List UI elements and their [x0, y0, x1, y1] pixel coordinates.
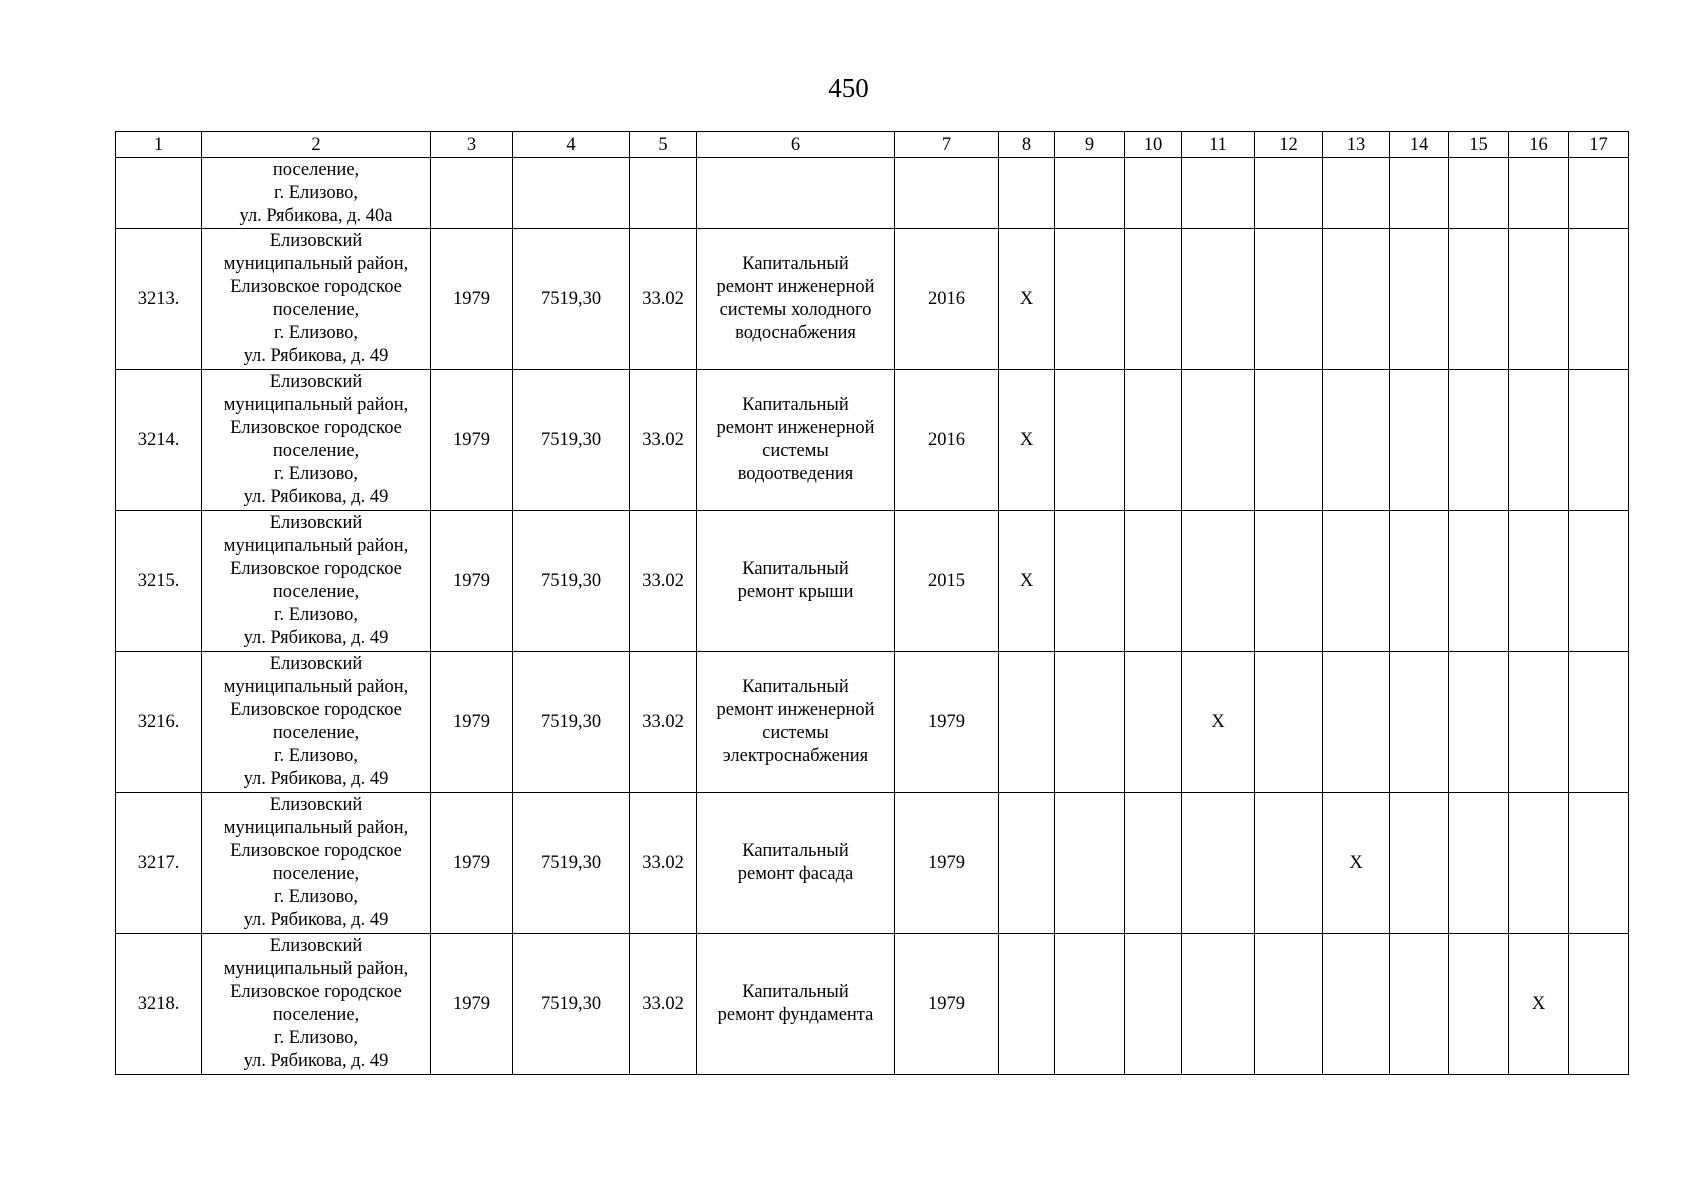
mark-cell — [1509, 229, 1569, 370]
mark-cell — [1569, 793, 1629, 934]
empty-cell — [1323, 158, 1390, 229]
mark-cell — [1125, 229, 1182, 370]
address-line: поселение, — [272, 159, 360, 180]
mark-cell — [1390, 229, 1449, 370]
mark-cell — [1182, 793, 1255, 934]
column-number-cell: 7 — [895, 132, 999, 158]
mark-cell — [1323, 229, 1390, 370]
work-type-line: Капитальный — [742, 982, 849, 1002]
area-cell: 7519,30 — [513, 229, 630, 370]
mark-cell — [1055, 511, 1125, 652]
work-type-cell — [697, 370, 895, 511]
mark-cell — [1569, 652, 1629, 793]
column-number-cell: 16 — [1509, 132, 1569, 158]
mark-cell — [1055, 652, 1125, 793]
mark-cell — [999, 793, 1055, 934]
code-cell: 33.02 — [630, 934, 697, 1075]
address-cell — [202, 934, 431, 1075]
address-cell — [202, 793, 431, 934]
year-built-cell: 1979 — [431, 370, 513, 511]
code-cell: 33.02 — [630, 652, 697, 793]
address-line: Елизовский — [269, 231, 363, 251]
year-built-cell: 1979 — [431, 793, 513, 934]
address-line: Елизовский — [269, 936, 363, 956]
mark-cell — [1125, 370, 1182, 511]
mark-cell — [1182, 229, 1255, 370]
address-cell — [202, 158, 431, 229]
mark-cell — [1449, 934, 1509, 1075]
address-cell — [202, 511, 431, 652]
address-line: поселение, — [272, 864, 360, 884]
mark-cell — [1125, 934, 1182, 1075]
year-built-cell: 1979 — [431, 652, 513, 793]
address-line: ул. Рябикова, д. 49 — [243, 487, 389, 507]
table-row — [116, 652, 1629, 793]
mark-cell — [1055, 229, 1125, 370]
table-row — [116, 229, 1629, 370]
address-line: ул. Рябикова, д. 49 — [243, 769, 389, 789]
mark-cell: X — [1509, 934, 1569, 1075]
row-number-cell: 3213. — [116, 229, 202, 370]
address-line: Елизовское городское — [230, 841, 402, 861]
empty-cell — [1125, 158, 1182, 229]
column-number-row — [116, 132, 1629, 158]
column-number-cell: 3 — [431, 132, 513, 158]
work-type-line: ремонт инженерной — [716, 418, 875, 438]
column-number-cell: 4 — [513, 132, 630, 158]
address-line: Елизовское городское — [230, 700, 402, 720]
plan-year-cell: 2016 — [895, 370, 999, 511]
work-type-line: Капитальный — [742, 395, 849, 415]
work-type-cell — [697, 511, 895, 652]
mark-cell: X — [999, 511, 1055, 652]
address-line: Елизовский — [269, 372, 363, 392]
column-number-cell: 17 — [1569, 132, 1629, 158]
table-row — [116, 793, 1629, 934]
address-line: Елизовский — [269, 513, 363, 533]
mark-cell — [1569, 934, 1629, 1075]
work-type-line: Капитальный — [742, 677, 849, 697]
area-cell: 7519,30 — [513, 793, 630, 934]
register-table — [115, 131, 1629, 1075]
address-line: поселение, — [272, 1005, 360, 1025]
column-number-cell: 8 — [999, 132, 1055, 158]
column-number-cell: 13 — [1323, 132, 1390, 158]
address-line: поселение, — [272, 441, 360, 461]
mark-cell — [1055, 370, 1125, 511]
address-line: г. Елизово, — [273, 887, 359, 907]
address-line: г. Елизово, — [273, 1028, 359, 1048]
address-line: г. Елизово, — [273, 323, 359, 343]
address-line: муниципальный район, — [223, 677, 409, 697]
mark-cell — [1323, 652, 1390, 793]
empty-cell — [513, 158, 630, 229]
work-type-cell — [697, 229, 895, 370]
mark-cell — [1323, 370, 1390, 511]
address-cell — [202, 370, 431, 511]
column-number-cell: 2 — [202, 132, 431, 158]
column-number-cell: 10 — [1125, 132, 1182, 158]
empty-cell — [1509, 158, 1569, 229]
mark-cell — [1055, 934, 1125, 1075]
table-row — [116, 934, 1629, 1075]
code-cell: 33.02 — [630, 793, 697, 934]
mark-cell — [1449, 370, 1509, 511]
work-type-line: водоотведения — [737, 464, 854, 484]
column-number-cell: 9 — [1055, 132, 1125, 158]
row-number-cell: 3216. — [116, 652, 202, 793]
work-type-cell — [697, 793, 895, 934]
address-line: Елизовский — [269, 654, 363, 674]
mark-cell — [1390, 511, 1449, 652]
column-number-cell: 15 — [1449, 132, 1509, 158]
mark-cell — [1509, 793, 1569, 934]
area-cell: 7519,30 — [513, 934, 630, 1075]
work-type-line: ремонт фундамента — [717, 1005, 874, 1025]
mark-cell — [1255, 652, 1323, 793]
code-cell: 33.02 — [630, 511, 697, 652]
code-cell: 33.02 — [630, 229, 697, 370]
table-row — [116, 370, 1629, 511]
area-cell: 7519,30 — [513, 511, 630, 652]
mark-cell — [1569, 370, 1629, 511]
column-number-cell: 5 — [630, 132, 697, 158]
plan-year-cell: 2015 — [895, 511, 999, 652]
code-cell: 33.02 — [630, 370, 697, 511]
table-row — [116, 511, 1629, 652]
mark-cell — [1182, 511, 1255, 652]
mark-cell — [1255, 511, 1323, 652]
empty-cell — [1390, 158, 1449, 229]
plan-year-cell: 1979 — [895, 652, 999, 793]
address-line: г. Елизово, — [273, 605, 359, 625]
address-line: поселение, — [272, 300, 360, 320]
mark-cell — [1055, 793, 1125, 934]
mark-cell — [1390, 652, 1449, 793]
address-line: муниципальный район, — [223, 536, 409, 556]
mark-cell — [1255, 229, 1323, 370]
address-cell — [202, 229, 431, 370]
empty-cell — [697, 158, 895, 229]
work-type-line: электроснабжения — [722, 746, 869, 766]
empty-cell — [1255, 158, 1323, 229]
row-number-cell: 3215. — [116, 511, 202, 652]
address-line: г. Елизово, — [273, 464, 359, 484]
mark-cell — [1449, 793, 1509, 934]
address-cell — [202, 652, 431, 793]
mark-cell — [1125, 511, 1182, 652]
work-type-line: Капитальный — [742, 559, 849, 579]
empty-cell — [1449, 158, 1509, 229]
area-cell: 7519,30 — [513, 370, 630, 511]
address-line: Елизовское городское — [230, 418, 402, 438]
address-line: г. Елизово, — [273, 182, 359, 203]
work-type-line: системы — [762, 441, 829, 461]
mark-cell — [1323, 934, 1390, 1075]
mark-cell — [1125, 793, 1182, 934]
mark-cell — [1390, 934, 1449, 1075]
address-line: Елизовское городское — [230, 559, 402, 579]
column-number-cell: 12 — [1255, 132, 1323, 158]
address-line: муниципальный район, — [223, 959, 409, 979]
mark-cell — [1509, 652, 1569, 793]
empty-cell — [1569, 158, 1629, 229]
row-number-cell: 3217. — [116, 793, 202, 934]
mark-cell — [1569, 229, 1629, 370]
mark-cell — [1182, 934, 1255, 1075]
column-number-cell: 14 — [1390, 132, 1449, 158]
mark-cell — [1323, 511, 1390, 652]
address-line: поселение, — [272, 723, 360, 743]
address-line: ул. Рябикова, д. 40а — [239, 205, 393, 226]
mark-cell — [1449, 229, 1509, 370]
work-type-line: Капитальный — [742, 841, 849, 861]
mark-cell — [1449, 652, 1509, 793]
mark-cell — [1182, 370, 1255, 511]
address-line: Елизовское городское — [230, 277, 402, 297]
column-number-cell: 6 — [697, 132, 895, 158]
work-type-line: системы — [762, 723, 829, 743]
work-type-line: ремонт инженерной — [716, 277, 875, 297]
empty-cell — [895, 158, 999, 229]
row-number-cell: 3218. — [116, 934, 202, 1075]
empty-cell — [999, 158, 1055, 229]
row-number-cell: 3214. — [116, 370, 202, 511]
plan-year-cell: 1979 — [895, 934, 999, 1075]
mark-cell — [1569, 511, 1629, 652]
year-built-cell: 1979 — [431, 934, 513, 1075]
empty-cell — [1055, 158, 1125, 229]
page-number: 450 — [828, 73, 869, 103]
address-line: ул. Рябикова, д. 49 — [243, 346, 389, 366]
mark-cell — [1449, 511, 1509, 652]
work-type-line: Капитальный — [742, 254, 849, 274]
address-line: муниципальный район, — [223, 818, 409, 838]
work-type-line: ремонт крыши — [737, 582, 854, 602]
work-type-cell — [697, 934, 895, 1075]
year-built-cell: 1979 — [431, 229, 513, 370]
mark-cell: X — [1182, 652, 1255, 793]
continuation-row — [116, 158, 1629, 229]
mark-cell — [1125, 652, 1182, 793]
address-line: ул. Рябикова, д. 49 — [243, 628, 389, 648]
address-line: поселение, — [272, 582, 360, 602]
work-type-cell — [697, 652, 895, 793]
mark-cell — [999, 934, 1055, 1075]
mark-cell — [1255, 793, 1323, 934]
empty-cell — [431, 158, 513, 229]
address-line: муниципальный район, — [223, 254, 409, 274]
mark-cell — [1509, 511, 1569, 652]
plan-year-cell: 1979 — [895, 793, 999, 934]
plan-year-cell: 2016 — [895, 229, 999, 370]
address-line: Елизовский — [269, 795, 363, 815]
mark-cell: X — [999, 370, 1055, 511]
work-type-line: водоснабжения — [735, 323, 856, 343]
work-type-line: ремонт инженерной — [716, 700, 875, 720]
address-line: муниципальный район, — [223, 395, 409, 415]
column-number-cell: 11 — [1182, 132, 1255, 158]
mark-cell — [1509, 370, 1569, 511]
address-line: г. Елизово, — [273, 746, 359, 766]
empty-cell — [1182, 158, 1255, 229]
mark-cell — [1255, 934, 1323, 1075]
work-type-line: ремонт фасада — [737, 864, 854, 884]
address-line: ул. Рябикова, д. 49 — [243, 1051, 389, 1071]
mark-cell — [999, 652, 1055, 793]
address-line: Елизовское городское — [230, 982, 402, 1002]
row-number-cell — [116, 158, 202, 229]
empty-cell — [630, 158, 697, 229]
address-line: ул. Рябикова, д. 49 — [243, 910, 389, 930]
column-number-cell: 1 — [116, 132, 202, 158]
area-cell: 7519,30 — [513, 652, 630, 793]
work-type-line: системы холодного — [719, 300, 872, 320]
mark-cell — [1255, 370, 1323, 511]
mark-cell: X — [1323, 793, 1390, 934]
year-built-cell: 1979 — [431, 511, 513, 652]
mark-cell: X — [999, 229, 1055, 370]
mark-cell — [1390, 370, 1449, 511]
mark-cell — [1390, 793, 1449, 934]
